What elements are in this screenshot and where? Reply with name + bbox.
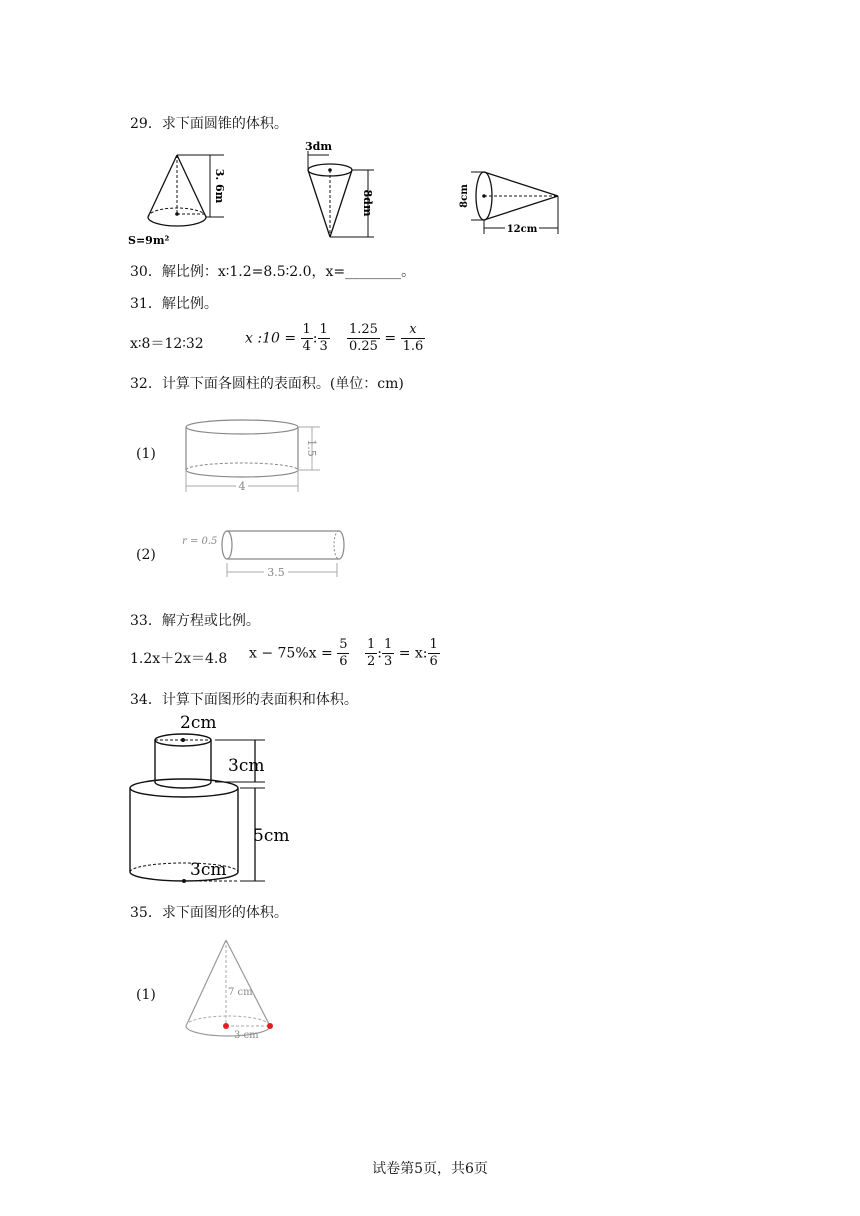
cone-figure-3 — [455, 162, 565, 237]
cone4-radius-label: 3 cm — [234, 1030, 259, 1041]
stacked-cylinder-figure — [125, 710, 305, 895]
fig3-diameter-label: 8cm — [459, 184, 470, 208]
cyl2-length-label: 3.5 — [267, 566, 285, 579]
page-footer: 试卷第5页，共6页 — [372, 1161, 488, 1177]
q32-part-2-label: (2) — [136, 547, 156, 563]
question-30: 30．解比例：x∶1.2=8.5∶2.0，x=________。 — [130, 264, 416, 280]
cyl2-radius-label: r = 0.5 — [182, 536, 218, 547]
q33-equation-2: x − 75%x = $\frac{5}{6}$ — [249, 637, 348, 669]
question-32: 32．计算下面各圆柱的表面积。(单位：cm) — [130, 376, 404, 392]
question-33: 33．解方程或比例。 — [130, 613, 260, 629]
q31-equation-1: x∶8＝12∶32 — [130, 336, 204, 352]
bottom-radius-label: 3cm — [190, 860, 227, 880]
q33-equation-1: 1.2x＋2x＝4.8 — [130, 651, 228, 667]
cylinder-figure-2 — [182, 525, 352, 580]
cone4-height-label: 7 cm — [228, 987, 253, 998]
cone-figure-2 — [300, 137, 390, 242]
top-height-label: 3cm — [228, 756, 265, 776]
cyl1-height-label: 1.5 — [305, 439, 318, 457]
fig2-radius-label: 3dm — [305, 140, 332, 153]
question-29: 29．求下面圆锥的体积。 — [130, 116, 288, 132]
question-35: 35．求下面图形的体积。 — [130, 905, 288, 921]
cone-figure-4 — [180, 935, 290, 1045]
q35-part-1-label: (1) — [136, 987, 156, 1003]
cyl1-diameter-label: 4 — [238, 480, 246, 493]
q32-part-1-label: (1) — [136, 446, 156, 462]
cylinder-figure-1 — [180, 412, 330, 497]
question-34: 34．计算下面图形的表面积和体积。 — [130, 692, 358, 708]
q31-equation-2: x :10 = $\frac{1}{4}$ : $\frac{1}{3}$ — [245, 322, 328, 354]
fig3-height-label: 12cm — [506, 224, 538, 235]
fig2-height-label: 8dm — [361, 189, 374, 217]
q33-equation-3: $\frac{1}{2}$ : $\frac{1}{3}$ = x: $\frac{1}{6}$ — [367, 637, 438, 669]
cone-figure-1 — [120, 148, 240, 250]
bottom-height-label: 5cm — [253, 826, 290, 846]
q31-equation-3: $\frac{1.25}{0.25}$ = $\frac{x}{1.6}$ — [349, 322, 424, 354]
fig1-height-label: 3. 6m — [213, 168, 226, 204]
question-31: 31．解比例。 — [130, 296, 218, 312]
fig1-base-label: S=9m² — [128, 234, 170, 247]
top-diameter-label: 2cm — [180, 713, 217, 733]
